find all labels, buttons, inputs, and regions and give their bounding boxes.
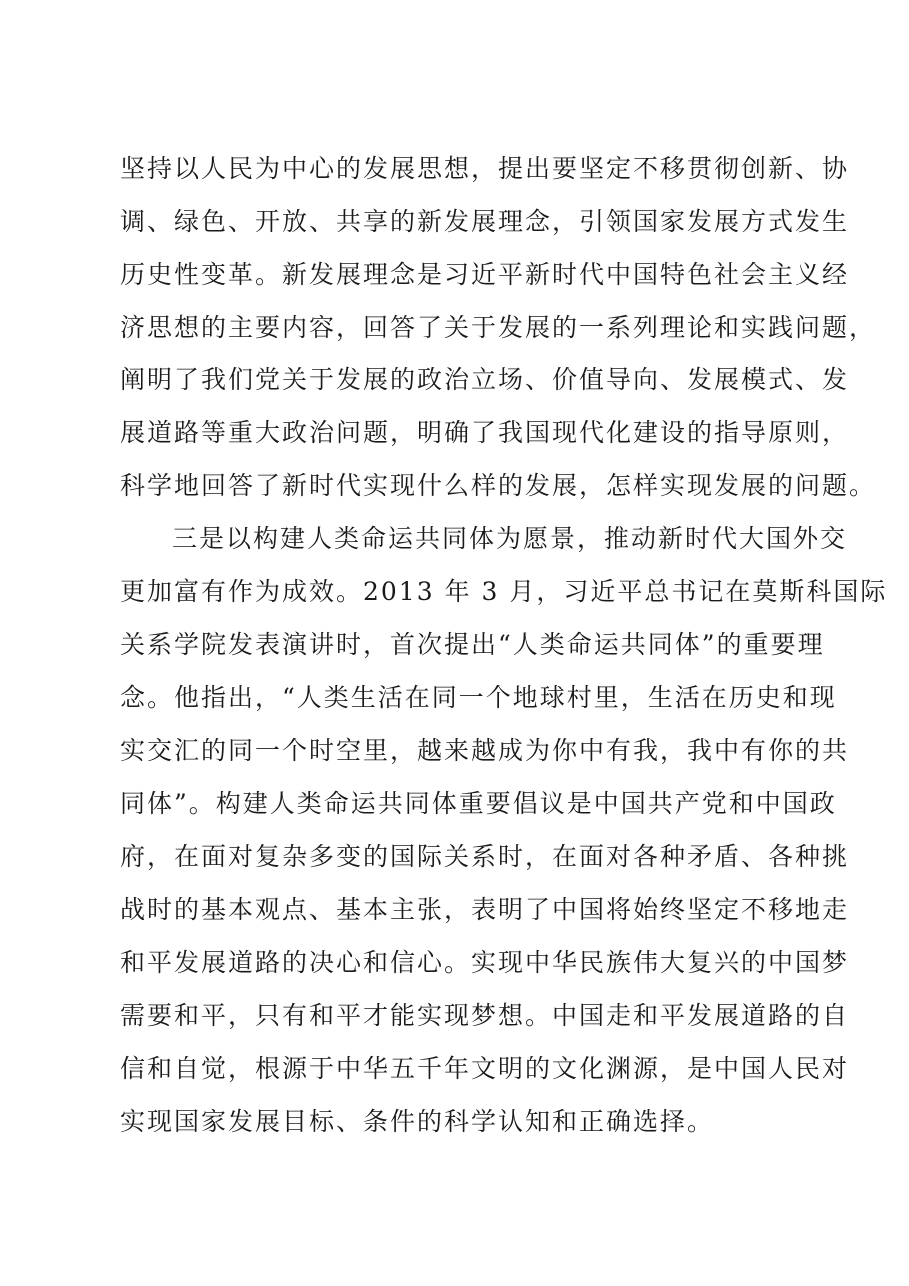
paragraph-line: 念。他指出，“人类生活在同一个地球村里，生活在历史和现: [120, 683, 837, 712]
paragraph-line: 需要和平，只有和平才能实现梦想。中国走和平发展道路的自: [120, 1001, 850, 1030]
paragraph-line: 阐明了我们党关于发展的政治立场、价值导向、发展模式、发: [120, 365, 850, 394]
paragraph-line: 府，在面对复杂多变的国际关系时，在面对各种矛盾、各种挑: [120, 842, 850, 871]
paragraph-line: 三是以构建人类命运共同体为愿景，推动新时代大国外交: [172, 524, 848, 553]
paragraph-line: 同体”。构建人类命运共同体重要倡议是中国共产党和中国政: [120, 789, 837, 818]
paragraph-line: 调、绿色、开放、共享的新发展理念，引领国家发展方式发生: [120, 207, 850, 236]
paragraph-line: 战时的基本观点、基本主张，表明了中国将始终坚定不移地走: [120, 895, 850, 924]
paragraph-line: 信和自觉，根源于中华五千年文明的文化渊源，是中国人民对: [120, 1054, 850, 1083]
paragraph-line: 和平发展道路的决心和信心。实现中华民族伟大复兴的中国梦: [120, 948, 850, 977]
paragraph-line: 更加富有作为成效。2013 年 3 月，习近平总书记在莫斯科国际: [120, 577, 888, 606]
paragraph-line: 实现国家发展目标、条件的科学认知和正确选择。: [120, 1107, 715, 1136]
paragraph-line: 关系学院发表演讲时，首次提出“人类命运共同体”的重要理: [120, 630, 825, 659]
paragraph-line: 科学地回答了新时代实现什么样的发展，怎样实现发展的问题。: [120, 471, 877, 500]
paragraph-line: 实交汇的同一个时空里，越来越成为你中有我，我中有你的共: [120, 736, 850, 765]
paragraph-line: 坚持以人民为中心的发展思想，提出要坚定不移贯彻创新、协: [120, 154, 850, 183]
paragraph-line: 济思想的主要内容，回答了关于发展的一系列理论和实践问题，: [120, 313, 877, 342]
paragraph-line: 历史性变革。新发展理念是习近平新时代中国特色社会主义经: [120, 260, 850, 289]
paragraph-line: 展道路等重大政治问题，明确了我国现代化建设的指导原则，: [120, 418, 850, 447]
